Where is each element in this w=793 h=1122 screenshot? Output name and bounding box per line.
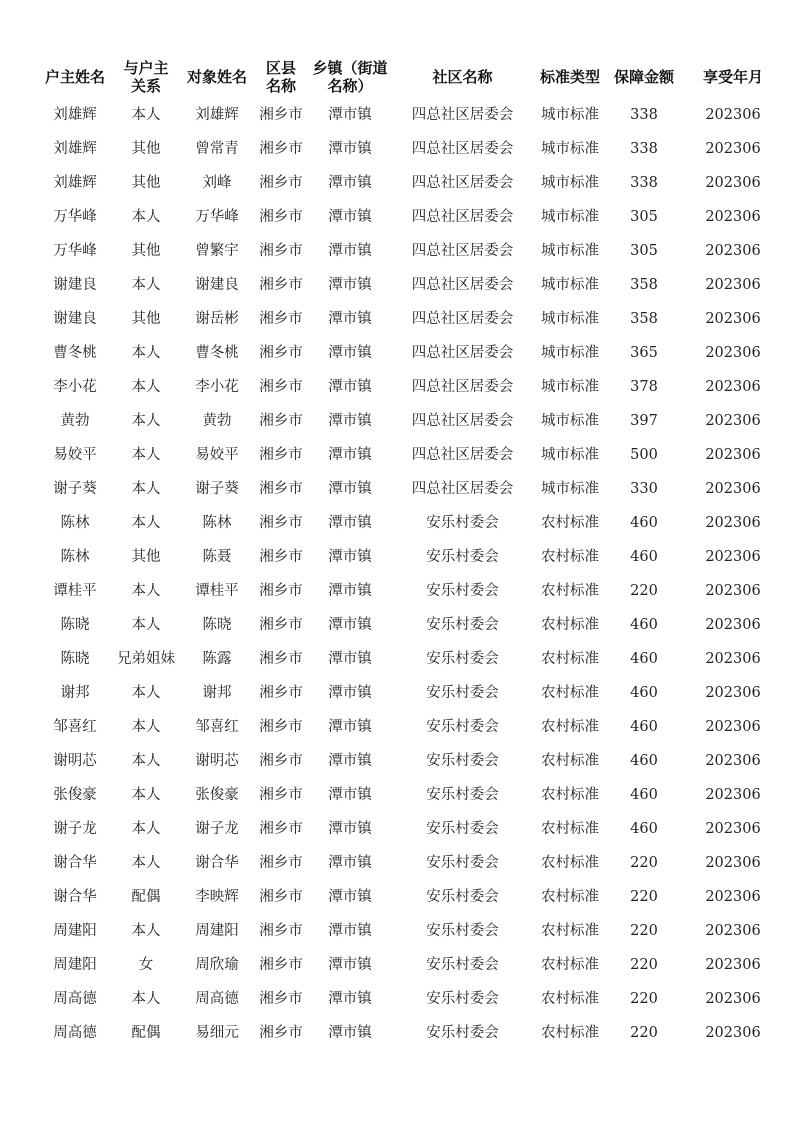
table-cell: 220 [630,991,658,1007]
table-cell: 农村标准 [541,549,599,565]
table-cell: 李小花 [195,379,239,395]
table-cell: 陈林 [60,515,90,531]
table-cell: 湘乡市 [259,311,303,327]
table-cell: 陈晓 [202,617,232,633]
table-cell: 邹喜红 [53,719,97,735]
table-cell: 本人 [131,855,161,871]
table-cell: 湘乡市 [259,515,303,531]
table-cell: 潭市镇 [328,957,372,973]
table-cell: 湘乡市 [259,413,303,429]
table-cell: 万华峰 [53,209,97,225]
table-cell: 202306 [705,515,761,531]
table-cell: 202306 [705,923,761,939]
table-cell: 202306 [705,821,761,837]
table-cell: 谢合华 [195,855,239,871]
table-cell: 潭市镇 [328,991,372,1007]
table-row [40,166,783,200]
table-cell: 刘雄辉 [195,107,239,123]
table-cell: 城市标准 [541,311,599,327]
assistance-table [40,56,783,1050]
table-cell: 202306 [705,277,761,293]
table-cell: 220 [630,583,658,599]
table-cell: 本人 [131,481,161,497]
table-row [40,710,783,744]
table-cell: 农村标准 [541,821,599,837]
table-row [40,302,783,336]
table-cell: 张俊豪 [195,787,239,803]
table-cell: 谢合华 [53,889,97,905]
table-cell: 湘乡市 [259,855,303,871]
table-cell: 338 [630,175,658,191]
table-row [40,642,783,676]
table-cell: 湘乡市 [259,685,303,701]
table-cell: 农村标准 [541,617,599,633]
table-cell: 本人 [131,379,161,395]
table-cell: 湘乡市 [259,209,303,225]
table-cell: 易姣平 [195,447,239,463]
table-cell: 刘雄辉 [53,107,97,123]
table-cell: 其他 [131,141,161,157]
table-cell: 陈露 [202,651,232,667]
table-cell: 潭市镇 [328,243,372,259]
table-cell: 本人 [131,923,161,939]
table-cell: 农村标准 [541,515,599,531]
table-cell: 本人 [131,821,161,837]
table-cell: 202306 [705,481,761,497]
table-cell: 338 [630,141,658,157]
table-cell: 陈晓 [60,651,90,667]
table-cell: 202306 [705,209,761,225]
table-cell: 四总社区居委会 [411,277,514,293]
table-cell: 湘乡市 [259,345,303,361]
table-cell: 202306 [705,719,761,735]
table-cell: 湘乡市 [259,583,303,599]
table-row [40,982,783,1016]
table-cell: 谢子龙 [53,821,97,837]
table-row [40,540,783,574]
table-cell: 周高德 [53,1025,97,1041]
table-cell: 四总社区居委会 [411,413,514,429]
table-cell: 陈林 [202,515,232,531]
column-header: 户主姓名 [44,68,105,86]
table-cell: 刘雄辉 [53,141,97,157]
table-cell: 陈晓 [60,617,90,633]
table-cell: 城市标准 [541,447,599,463]
table-cell: 女 [138,957,154,973]
table-cell: 湘乡市 [259,957,303,973]
table-cell: 202306 [705,991,761,1007]
table-cell: 本人 [131,345,161,361]
table-cell: 农村标准 [541,787,599,803]
table-cell: 460 [630,821,658,837]
table-row [40,234,783,268]
table-cell: 305 [630,209,658,225]
table-cell: 其他 [131,175,161,191]
table-cell: 谢合华 [53,855,97,871]
table-cell: 四总社区居委会 [411,243,514,259]
table-cell: 本人 [131,515,161,531]
table-cell: 安乐村委会 [426,1025,499,1041]
table-cell: 陈林 [60,549,90,565]
table-cell: 本人 [131,583,161,599]
table-row [40,608,783,642]
table-cell: 202306 [705,651,761,667]
table-row [40,914,783,948]
table-cell: 202306 [705,1025,761,1041]
table-cell: 四总社区居委会 [411,481,514,497]
table-cell: 农村标准 [541,685,599,701]
table-cell: 500 [630,447,658,463]
table-header [40,56,783,98]
table-cell: 湘乡市 [259,753,303,769]
table-cell: 配偶 [131,889,161,905]
table-cell: 湘乡市 [259,821,303,837]
table-cell: 潭市镇 [328,855,372,871]
table-cell: 其他 [131,311,161,327]
table-row [40,574,783,608]
table-cell: 安乐村委会 [426,651,499,667]
table-cell: 365 [630,345,658,361]
table-cell: 潭市镇 [328,889,372,905]
table-row [40,676,783,710]
table-row [40,200,783,234]
table-cell: 农村标准 [541,923,599,939]
table-cell: 四总社区居委会 [411,209,514,225]
table-cell: 农村标准 [541,1025,599,1041]
table-cell: 220 [630,889,658,905]
table-cell: 202306 [705,413,761,429]
table-row [40,1016,783,1050]
table-cell: 潭市镇 [328,1025,372,1041]
table-cell: 202306 [705,379,761,395]
table-cell: 潭市镇 [328,549,372,565]
table-cell: 202306 [705,141,761,157]
table-row [40,268,783,302]
table-cell: 安乐村委会 [426,923,499,939]
table-cell: 农村标准 [541,719,599,735]
table-cell: 潭市镇 [328,447,372,463]
table-cell: 曹冬桃 [195,345,239,361]
table-cell: 四总社区居委会 [411,175,514,191]
table-cell: 378 [630,379,658,395]
table-cell: 安乐村委会 [426,617,499,633]
table-row [40,880,783,914]
table-row [40,404,783,438]
table-cell: 湘乡市 [259,651,303,667]
table-cell: 城市标准 [541,243,599,259]
table-cell: 湘乡市 [259,549,303,565]
table-cell: 湘乡市 [259,447,303,463]
table-cell: 220 [630,1025,658,1041]
table-cell: 张俊豪 [53,787,97,803]
table-cell: 潭市镇 [328,719,372,735]
table-cell: 潭市镇 [328,277,372,293]
table-cell: 202306 [705,753,761,769]
table-cell: 潭市镇 [328,617,372,633]
table-cell: 潭市镇 [328,413,372,429]
table-cell: 湘乡市 [259,923,303,939]
table-body [40,98,783,1050]
table-cell: 四总社区居委会 [411,141,514,157]
column-header: 对象姓名 [186,68,247,86]
table-cell: 本人 [131,685,161,701]
table-row [40,846,783,880]
table-cell: 城市标准 [541,209,599,225]
table-cell: 潭市镇 [328,515,372,531]
table-cell: 城市标准 [541,379,599,395]
table-cell: 358 [630,277,658,293]
table-cell: 本人 [131,413,161,429]
table-cell: 安乐村委会 [426,991,499,1007]
table-cell: 谢子龙 [195,821,239,837]
table-cell: 本人 [131,277,161,293]
table-cell: 城市标准 [541,277,599,293]
table-cell: 四总社区居委会 [411,311,514,327]
table-cell: 潭市镇 [328,651,372,667]
table-cell: 460 [630,651,658,667]
table-cell: 城市标准 [541,175,599,191]
table-cell: 谭桂平 [53,583,97,599]
table-cell: 谭桂平 [195,583,239,599]
table-cell: 谢明芯 [53,753,97,769]
table-cell: 其他 [131,549,161,565]
table-cell: 易姣平 [53,447,97,463]
table-cell: 配偶 [131,1025,161,1041]
table-cell: 湘乡市 [259,991,303,1007]
table-cell: 湘乡市 [259,481,303,497]
table-cell: 202306 [705,107,761,123]
table-row [40,98,783,132]
table-cell: 邹喜红 [195,719,239,735]
table-cell: 城市标准 [541,141,599,157]
table-cell: 谢岳彬 [195,311,239,327]
table-cell: 305 [630,243,658,259]
table-cell: 本人 [131,991,161,1007]
table-cell: 黄勃 [60,413,90,429]
table-cell: 谢明芯 [195,753,239,769]
table-cell: 202306 [705,175,761,191]
table-cell: 周建阳 [53,923,97,939]
table-cell: 潭市镇 [328,481,372,497]
table-cell: 460 [630,719,658,735]
table-row [40,948,783,982]
table-cell: 460 [630,787,658,803]
table-cell: 农村标准 [541,889,599,905]
table-row [40,744,783,778]
table-cell: 城市标准 [541,345,599,361]
table-cell: 397 [630,413,658,429]
table-cell: 城市标准 [541,413,599,429]
table-cell: 谢邦 [60,685,90,701]
table-cell: 202306 [705,685,761,701]
table-cell: 陈聂 [202,549,232,565]
table-cell: 湘乡市 [259,617,303,633]
table-cell: 谢子葵 [195,481,239,497]
table-cell: 460 [630,549,658,565]
table-cell: 338 [630,107,658,123]
table-cell: 本人 [131,107,161,123]
table-cell: 湘乡市 [259,107,303,123]
table-cell: 202306 [705,345,761,361]
table-cell: 安乐村委会 [426,685,499,701]
column-header: 社区名称 [432,68,493,86]
table-cell: 202306 [705,311,761,327]
table-row [40,370,783,404]
table-cell: 曹冬桃 [53,345,97,361]
table-cell: 农村标准 [541,991,599,1007]
table-cell: 潭市镇 [328,685,372,701]
table-cell: 湘乡市 [259,243,303,259]
table-cell: 湘乡市 [259,787,303,803]
table-cell: 湘乡市 [259,719,303,735]
table-cell: 四总社区居委会 [411,345,514,361]
table-cell: 202306 [705,447,761,463]
table-cell: 202306 [705,583,761,599]
table-cell: 谢子葵 [53,481,97,497]
table-cell: 湘乡市 [259,889,303,905]
table-cell: 谢建良 [53,277,97,293]
table-cell: 黄勃 [202,413,232,429]
header-row [40,56,783,98]
table-cell: 460 [630,685,658,701]
table-cell: 安乐村委会 [426,583,499,599]
table-cell: 安乐村委会 [426,855,499,871]
table-cell: 四总社区居委会 [411,379,514,395]
table-cell: 潭市镇 [328,175,372,191]
table-cell: 本人 [131,787,161,803]
table-cell: 220 [630,923,658,939]
table-cell: 农村标准 [541,855,599,871]
table-cell: 202306 [705,855,761,871]
table-cell: 202306 [705,889,761,905]
table-cell: 潭市镇 [328,379,372,395]
table-cell: 农村标准 [541,753,599,769]
table-row [40,778,783,812]
table-cell: 潭市镇 [328,821,372,837]
table-cell: 460 [630,753,658,769]
table-cell: 安乐村委会 [426,787,499,803]
table-cell: 兄弟姐妹 [117,651,175,667]
table-cell: 湘乡市 [259,175,303,191]
table-cell: 刘峰 [202,175,232,191]
table-cell: 安乐村委会 [426,549,499,565]
table-row [40,472,783,506]
table-cell: 202306 [705,957,761,973]
table-cell: 湘乡市 [259,277,303,293]
column-header: 享受年月 [702,68,763,86]
table-cell: 潭市镇 [328,311,372,327]
table-cell: 湘乡市 [259,379,303,395]
column-header: 乡镇（街道 名称） [312,59,388,95]
table-cell: 202306 [705,549,761,565]
table-cell: 潭市镇 [328,345,372,361]
table-cell: 李小花 [53,379,97,395]
table-row [40,438,783,472]
column-header: 保障金额 [613,68,674,86]
table-cell: 李映辉 [195,889,239,905]
table-cell: 谢邦 [202,685,232,701]
table-cell: 本人 [131,209,161,225]
table-cell: 330 [630,481,658,497]
table-cell: 本人 [131,719,161,735]
table-cell: 湘乡市 [259,1025,303,1041]
table-cell: 安乐村委会 [426,889,499,905]
column-header: 区县 名称 [265,59,296,95]
table-cell: 潭市镇 [328,107,372,123]
table-cell: 220 [630,855,658,871]
table-cell: 周高德 [53,991,97,1007]
table-cell: 220 [630,957,658,973]
table-cell: 本人 [131,753,161,769]
table-cell: 周高德 [195,991,239,1007]
column-header: 标准类型 [539,68,600,86]
table-cell: 潭市镇 [328,787,372,803]
table-cell: 安乐村委会 [426,957,499,973]
table-cell: 202306 [705,787,761,803]
table-cell: 易细元 [195,1025,239,1041]
table-cell: 周欣瑜 [195,957,239,973]
table-cell: 农村标准 [541,651,599,667]
table-cell: 潭市镇 [328,583,372,599]
table-cell: 周建阳 [53,957,97,973]
table-cell: 202306 [705,617,761,633]
table-cell: 城市标准 [541,107,599,123]
table-cell: 四总社区居委会 [411,447,514,463]
table-row [40,132,783,166]
table-cell: 安乐村委会 [426,821,499,837]
table-cell: 本人 [131,617,161,633]
table-cell: 358 [630,311,658,327]
table-cell: 城市标准 [541,481,599,497]
table-cell: 曾常青 [195,141,239,157]
table-cell: 460 [630,617,658,633]
table-cell: 农村标准 [541,583,599,599]
table-cell: 潭市镇 [328,141,372,157]
table-cell: 安乐村委会 [426,753,499,769]
table-cell: 湘乡市 [259,141,303,157]
table-cell: 其他 [131,243,161,259]
table-cell: 本人 [131,447,161,463]
table-cell: 刘雄辉 [53,175,97,191]
table-cell: 潭市镇 [328,753,372,769]
table-cell: 谢建良 [53,311,97,327]
table-cell: 周建阳 [195,923,239,939]
table-cell: 万华峰 [195,209,239,225]
table-cell: 潭市镇 [328,923,372,939]
table-row [40,812,783,846]
table-cell: 万华峰 [53,243,97,259]
table-cell: 四总社区居委会 [411,107,514,123]
table-cell: 农村标准 [541,957,599,973]
table-row [40,336,783,370]
table-cell: 460 [630,515,658,531]
table-cell: 潭市镇 [328,209,372,225]
table-row [40,506,783,540]
table-cell: 安乐村委会 [426,515,499,531]
table-cell: 谢建良 [195,277,239,293]
column-header: 与户主 关系 [123,59,169,95]
table-cell: 202306 [705,243,761,259]
table-cell: 曾繁宇 [195,243,239,259]
table-cell: 安乐村委会 [426,719,499,735]
